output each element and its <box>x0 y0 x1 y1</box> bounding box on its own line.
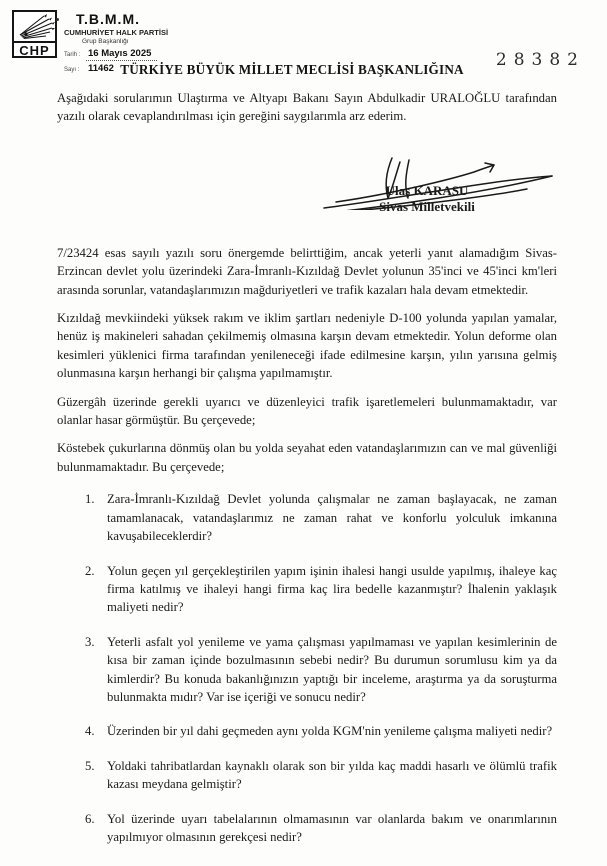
question-text: Yol üzerinde uyarı tabelalarının olmamasının var olanlarda bakım ve onarımlarının yapılmıyor olmasının gerekçesi nedir? <box>107 811 557 844</box>
question-number: 4. <box>85 724 95 739</box>
question-text: Yeterli asfalt yol yenileme ve yama çalışması yapılmaması ve yapılan kesimlerinin de kısa bir zaman içinde bozulmasının sebebi nedir? Bu durumun sorumlusu kim ya da kimlerdir? Bu konuda bakanlığınızın yaptığı bir inceleme, araştırma ya da soruşturma bulunmakta mıdır? Var ise içeriği ve sonucu nedir? <box>107 634 557 704</box>
registry-stamp-number: 28382 <box>495 50 585 70</box>
document-body <box>57 89 557 862</box>
question-text: Zara-İmranlı-Kızıldağ Devlet yolunda çalışmalar ne zaman başlayacak, ne zaman tamamlanacak, vatandaşlarımız ne zaman rahat ve konforlu yolculuk imkanına kavuşabileceklerdir? <box>107 492 557 544</box>
signer-name: Ulaş KARASU <box>385 182 469 198</box>
six-arrows-icon <box>14 12 55 41</box>
question-item <box>57 633 557 707</box>
group-presidency: Grup Başkanlığı <box>82 38 129 45</box>
question-item <box>57 722 557 740</box>
question-text: Yoldaki tahribatlardan kaynaklı olarak son bir yılda kaç maddi hasarlı ve ölümlü trafik kazası meydana gelmiştir? <box>107 758 557 792</box>
date-label: Tarih : <box>64 52 81 58</box>
date-row <box>64 48 254 61</box>
question-text: Üzerinden bir yıl dahi geçmeden aynı yolda KGM'nin yenileme çalışma maliyeti nedir? <box>107 724 553 739</box>
question-number: 2. <box>85 563 95 578</box>
body-paragraph-2: Kızıldağ mevkiindeki yüksek rakım ve iklim şartları nedeniyle D-100 yolunda yapılan yamalar, henüz iş makineleri sahadan çekilmemiş olmasına karşın devam etmektedir. Yolun deforme olan kesimleri yüklenici firma tarafından yenileneceği ifade edilmesine karşın, yılın yarısına gelmiş olunmasına karşın herhangi bir çalışma yapılmamıştır. <box>57 311 557 381</box>
question-item <box>57 562 557 617</box>
chp-logo <box>12 10 57 58</box>
body-paragraph-4: Köstebek çukurlarına dönmüş olan bu yolda seyahat eden vatandaşlarımızın can ve mal güvenliği bulunmamaktadır. Bu çerçevede; <box>57 441 557 474</box>
document-title: TÜRKİYE BÜYÜK MİLLET MECLİSİ BAŞKANLIĞINA <box>120 62 464 77</box>
question-number: 5. <box>85 758 95 773</box>
question-number: 1. <box>85 492 95 507</box>
body-paragraph-3: Güzergâh üzerinde gerekli uyarıcı ve düzenleyici trafik işaretlemeleri bulunmamaktadır, var olanlar hasar görmüştür. Bu çerçevede; <box>57 394 557 428</box>
date-value: 16 Mayıs 2025 <box>86 48 157 61</box>
chp-abbreviation: CHP <box>14 41 55 58</box>
question-item <box>57 490 557 545</box>
number-value: 11462 <box>88 63 114 74</box>
question-number: 6. <box>85 811 95 826</box>
question-number: 3. <box>85 634 95 649</box>
party-name: CUMHURİYET HALK PARTİSİ <box>64 28 169 37</box>
signer-role: Sivas Milletvekili <box>379 198 475 214</box>
bullet-dot-icon <box>56 18 59 21</box>
question-item <box>57 757 557 794</box>
intro-paragraph: Aşağıdaki sorularımın Ulaştırma ve Altyapı Bakanı Sayın Abdulkadir URALOĞLU tarafından yazılı olarak cevaplandırılması için gereğini saygılarımla arz ederim. <box>57 91 557 124</box>
question-list <box>57 490 557 846</box>
body-paragraph-1: 7/23424 esas sayılı yazılı soru önergemde belirttiğim, ancak yeterli yanıt alamadığım Sivas-Erzincan devlet yolu üzerindeki Zara-İmranlı-Kızıldağ Devlet yolunun 35'inci ve 45'inci km'leri arasında sorunlar, vatandaşlarımızın mağduriyetleri ve trafik kazaları hala devam etmektedir. <box>57 245 557 297</box>
org-title: T.B.M.M. <box>64 12 254 26</box>
question-item <box>57 810 557 847</box>
number-label: Sayı : <box>64 67 80 73</box>
signature-block <box>322 152 557 218</box>
question-text: Yolun geçen yıl gerçekleştirilen yapım işinin ihalesi hangi usulde yapılmış, ihaleye kaç firma katılmış ve ihaleyi hangi firma kaç lira bedelle kazanmıştır? İhalenin yaklaşık maliyeti nedir? <box>107 563 557 615</box>
